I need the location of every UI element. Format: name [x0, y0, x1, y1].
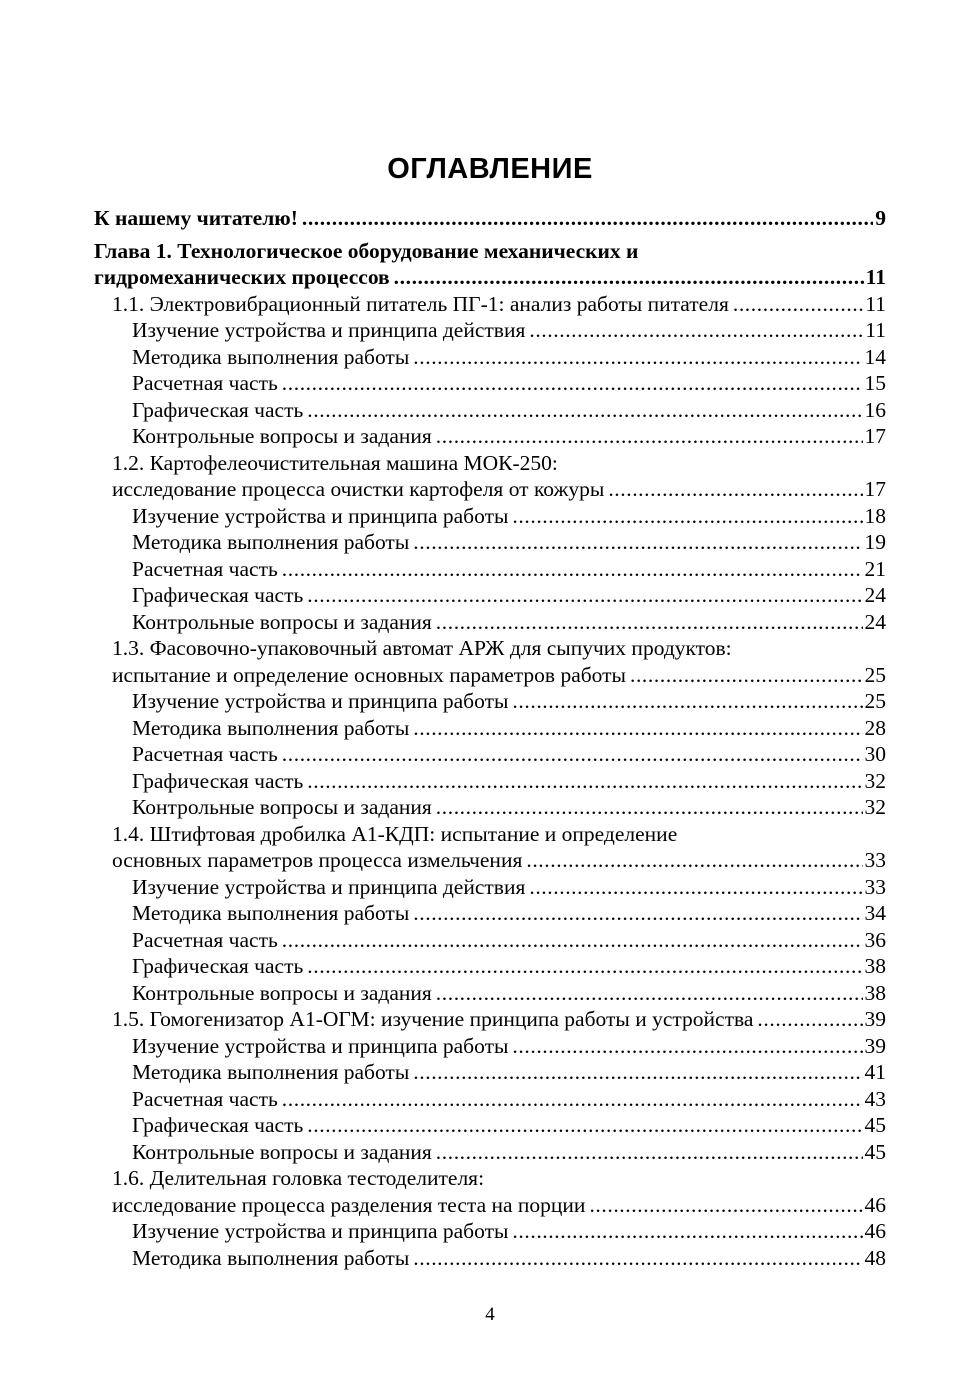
toc-subentry[interactable]: [94, 741, 886, 768]
toc-entry-section-1-2[interactable]: [94, 476, 886, 503]
toc-page-number: 11: [865, 318, 886, 342]
dot-leader: [413, 715, 862, 742]
subsection-title: Изучение устройства и принципа работы: [132, 1219, 509, 1243]
section-title-line: [94, 635, 886, 662]
table-of-contents: [94, 205, 886, 1271]
toc-page-number: 9: [875, 206, 886, 230]
toc-page-number: 39: [864, 1033, 886, 1058]
toc-entry-title: К нашему читателю!: [94, 206, 298, 230]
dot-leader: [512, 1218, 862, 1245]
subsection-title: Изучение устройства и принципа действия: [132, 874, 526, 899]
chapter-title-line: [94, 238, 886, 265]
dot-leader: [512, 688, 862, 715]
toc-subentry[interactable]: [94, 1245, 886, 1272]
toc-subentry[interactable]: [94, 556, 886, 583]
dot-leader: [436, 1139, 863, 1166]
toc-page-number: 43: [864, 1086, 886, 1111]
toc-subentry[interactable]: [94, 423, 886, 450]
subsection-title: Контрольные вопросы и задания: [132, 424, 432, 448]
toc-page-number: 39: [864, 1007, 886, 1031]
toc-page-number: 30: [864, 742, 886, 766]
toc-page-number: 48: [864, 1245, 886, 1270]
chapter-title: Глава 1. Технологическое оборудование механических и: [94, 238, 639, 263]
toc-page-number: 45: [864, 1113, 886, 1137]
toc-subentry[interactable]: [94, 1086, 886, 1113]
chapter-title-continued: гидромеханических процессов: [94, 265, 390, 289]
subsection-title: Методика выполнения работы: [132, 901, 410, 925]
dot-leader: [413, 1059, 862, 1086]
dot-leader: [282, 556, 863, 583]
toc-subentry[interactable]: [94, 1218, 886, 1245]
toc-subentry[interactable]: [94, 317, 886, 344]
toc-subentry[interactable]: [94, 768, 886, 795]
toc-page-number: 11: [865, 265, 886, 289]
dot-leader: [307, 953, 862, 980]
dot-leader: [512, 1033, 862, 1060]
dot-leader: [307, 768, 862, 795]
dot-leader: [307, 1112, 862, 1139]
toc-entry-reader[interactable]: [94, 205, 886, 232]
section-title: 1.6. Делительная головка тестоделителя:: [112, 1166, 485, 1190]
toc-page-number: 41: [864, 1060, 886, 1084]
toc-subentry[interactable]: [94, 529, 886, 556]
toc-page-number: 18: [864, 503, 886, 528]
toc-page-number: 28: [864, 715, 886, 740]
dot-leader: [413, 529, 862, 556]
subsection-title: Расчетная часть: [132, 556, 278, 581]
dot-leader: [413, 1245, 862, 1272]
dot-leader: [413, 900, 862, 927]
subsection-title: Изучение устройства и принципа действия: [132, 318, 526, 342]
toc-subentry[interactable]: [94, 980, 886, 1007]
toc-entry-section-1-3[interactable]: [94, 662, 886, 689]
dot-leader: [307, 397, 862, 424]
section-title-line: [94, 1165, 886, 1192]
section-title: 1.4. Штифтовая дробилка А1-КДП: испытание и определение: [112, 821, 678, 846]
section-title-line: [94, 821, 886, 848]
toc-page-number: 32: [864, 795, 886, 819]
toc-subentry[interactable]: [94, 344, 886, 371]
subsection-title: Изучение устройства и принципа работы: [132, 1033, 509, 1058]
dot-leader: [529, 317, 863, 344]
section-title-line: [94, 450, 886, 477]
subsection-title: Контрольные вопросы и задания: [132, 609, 432, 634]
toc-page-number: 45: [864, 1139, 886, 1164]
dot-leader: [436, 423, 863, 450]
subsection-title: Графическая часть: [132, 1113, 304, 1137]
section-title-continued: исследование процесса очистки картофеля от кожуры: [112, 477, 605, 501]
subsection-title: Контрольные вопросы и задания: [132, 1139, 432, 1164]
dot-leader: [307, 582, 862, 609]
section-title-continued: основных параметров процесса измельчения: [112, 848, 523, 872]
toc-page-number: 16: [864, 397, 886, 422]
subsection-title: Методика выполнения работы: [132, 1245, 410, 1270]
toc-subentry[interactable]: [94, 1112, 886, 1139]
subsection-title: Контрольные вопросы и задания: [132, 980, 432, 1005]
toc-subentry[interactable]: [94, 900, 886, 927]
toc-page-number: 17: [864, 424, 886, 448]
toc-subentry[interactable]: [94, 688, 886, 715]
dot-leader: [436, 609, 863, 636]
toc-subentry[interactable]: [94, 370, 886, 397]
toc-subentry[interactable]: [94, 1139, 886, 1166]
dot-leader: [436, 794, 863, 821]
section-title: 1.2. Картофелеочистительная машина МОК-250:: [112, 450, 558, 475]
toc-subentry[interactable]: [94, 503, 886, 530]
section-title-continued: исследование процесса разделения теста на порции: [112, 1192, 586, 1217]
section-title: 1.1. Электровибрационный питатель ПГ-1: анализ работы питателя: [112, 291, 729, 316]
toc-page-number: 24: [864, 609, 886, 634]
toc-subentry[interactable]: [94, 1059, 886, 1086]
toc-subentry[interactable]: [94, 953, 886, 980]
toc-entry-section-1-5[interactable]: [94, 1006, 886, 1033]
subsection-title: Изучение устройства и принципа работы: [132, 689, 509, 713]
dot-leader: [413, 344, 862, 371]
toc-entry-section-1-4[interactable]: [94, 847, 886, 874]
dot-leader: [512, 503, 862, 530]
subsection-title: Графическая часть: [132, 954, 304, 978]
subsection-title: Расчетная часть: [132, 371, 278, 395]
toc-page-number: 11: [865, 291, 886, 316]
toc-entry-section-1-6[interactable]: [94, 1192, 886, 1219]
toc-subentry[interactable]: [94, 582, 886, 609]
dot-leader: [436, 980, 863, 1007]
subsection-title: Методика выполнения работы: [132, 1060, 410, 1084]
subsection-title: Графическая часть: [132, 583, 304, 607]
subsection-title: Методика выполнения работы: [132, 530, 410, 554]
dot-leader: [282, 927, 863, 954]
subsection-title: Расчетная часть: [132, 927, 278, 952]
page-title: ОГЛАВЛЕНИЕ: [387, 153, 593, 185]
toc-page-number: 33: [864, 848, 886, 872]
section-title: 1.5. Гомогенизатор А1-ОГМ: изучение принципа работы и устройства: [112, 1007, 754, 1031]
toc-subentry[interactable]: [94, 397, 886, 424]
section-title: 1.3. Фасовочно-упаковочный автомат АРЖ для сыпучих продуктов:: [112, 636, 732, 660]
toc-subentry[interactable]: [94, 1033, 886, 1060]
toc-page-number: 25: [864, 689, 886, 713]
toc-page-number: 14: [864, 344, 886, 369]
dot-leader: [630, 662, 863, 689]
toc-subentry[interactable]: [94, 794, 886, 821]
dot-leader: [282, 370, 863, 397]
toc-page-number: 46: [864, 1192, 886, 1217]
toc-page-number: 21: [864, 556, 886, 581]
toc-subentry[interactable]: [94, 927, 886, 954]
dot-leader: [282, 741, 863, 768]
toc-page-number: 32: [864, 768, 886, 793]
toc-entry-chapter-1[interactable]: [94, 264, 886, 291]
subsection-title: Изучение устройства и принципа работы: [132, 503, 509, 528]
subsection-title: Контрольные вопросы и задания: [132, 795, 432, 819]
toc-page-number: 36: [864, 927, 886, 952]
subsection-title: Расчетная часть: [132, 1086, 278, 1111]
toc-entry-section-1-1[interactable]: [94, 291, 886, 318]
subsection-title: Методика выполнения работы: [132, 715, 410, 740]
subsection-title: Расчетная часть: [132, 742, 278, 766]
dot-leader: [394, 264, 864, 291]
page-number: 4: [485, 1304, 495, 1325]
toc-subentry[interactable]: [94, 874, 886, 901]
toc-page-number: 38: [864, 954, 886, 978]
toc-page-number: 38: [864, 980, 886, 1005]
toc-page-number: 17: [864, 477, 886, 501]
toc-subentry[interactable]: [94, 715, 886, 742]
dot-leader: [589, 1192, 862, 1219]
dot-leader: [526, 847, 862, 874]
toc-page-number: 24: [864, 583, 886, 607]
toc-page-number: 33: [864, 874, 886, 899]
toc-page-number: 46: [864, 1219, 886, 1243]
dot-leader: [529, 874, 862, 901]
toc-subentry[interactable]: [94, 609, 886, 636]
toc-page-number: 19: [864, 530, 886, 554]
dot-leader: [608, 476, 862, 503]
toc-page-number: 25: [864, 662, 886, 687]
subsection-title: Методика выполнения работы: [132, 344, 410, 369]
dot-leader: [302, 205, 873, 232]
subsection-title: Графическая часть: [132, 768, 304, 793]
subsection-title: Графическая часть: [132, 397, 304, 422]
section-title-continued: испытание и определение основных параметров работы: [112, 662, 626, 687]
toc-page-number: 34: [864, 901, 886, 925]
toc-page-number: 15: [864, 371, 886, 395]
dot-leader: [733, 291, 863, 318]
dot-leader: [757, 1006, 862, 1033]
dot-leader: [282, 1086, 863, 1113]
